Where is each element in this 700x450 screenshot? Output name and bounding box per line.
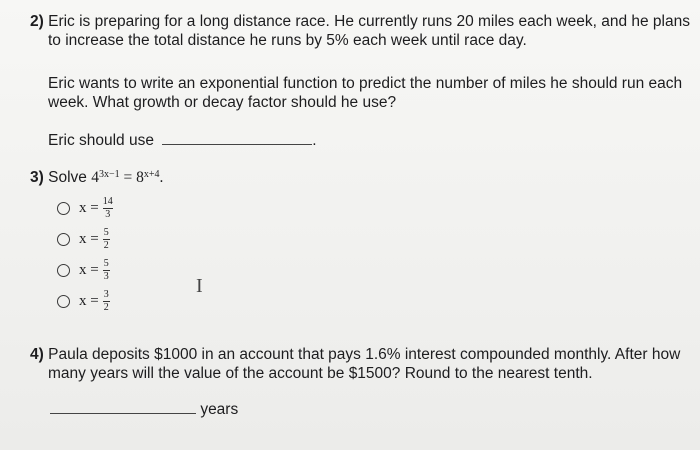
question-3-solve-label: Solve <box>48 169 87 186</box>
answer-option-2[interactable] <box>57 228 110 250</box>
question-2-answer-blank[interactable] <box>162 144 312 145</box>
question-4-answer-suffix: years <box>200 401 239 418</box>
question-3-number: 3) <box>30 169 44 186</box>
fraction-numerator: 5 <box>103 257 109 269</box>
fraction-numerator: 5 <box>103 226 109 238</box>
answer-option-1[interactable] <box>57 197 113 219</box>
option-fraction <box>103 228 110 251</box>
option-variable: x = <box>79 230 99 247</box>
question-2-line-1: Eric is preparing for a long distance race. He currently runs 20 miles each week, and he plans <box>48 13 690 30</box>
question-2-number: 2) <box>30 13 44 30</box>
question-2-line-2: to increase the total distance he runs by 5% each week until race day. <box>48 32 527 49</box>
option-fraction <box>103 259 110 282</box>
answer-option-4[interactable] <box>57 290 110 312</box>
fraction-denominator: 3 <box>103 270 109 282</box>
equation-period: . <box>159 169 164 186</box>
equation-exponent-left: 3x−1 <box>98 169 120 180</box>
question-2-answer-period: . <box>312 132 317 149</box>
question-3-equation <box>91 169 163 186</box>
fraction-denominator: 2 <box>103 301 109 313</box>
question-4-text <box>30 345 695 364</box>
fraction-numerator: 14 <box>102 195 113 207</box>
question-2-answer-row <box>48 131 317 150</box>
question-4-answer-row <box>50 400 238 419</box>
question-2-line-3: Eric wants to write an exponential function to predict the number of miles he should run each <box>48 75 683 92</box>
question-4-number: 4) <box>30 346 44 363</box>
radio-button[interactable] <box>57 264 70 277</box>
equation-equals: = <box>123 169 133 186</box>
radio-button[interactable] <box>57 233 70 246</box>
question-2-line-4: week. What growth or decay factor should he use? <box>48 94 397 111</box>
equation-base-right: 8 <box>136 169 144 186</box>
option-fraction <box>103 290 110 313</box>
fraction-numerator: 3 <box>103 288 109 300</box>
option-variable: x = <box>79 261 99 278</box>
question-2-text <box>30 12 695 31</box>
fraction-denominator: 3 <box>105 208 111 220</box>
question-2-answer-prefix: Eric should use <box>48 132 154 149</box>
radio-button[interactable] <box>57 202 70 215</box>
question-4-line-1: Paula deposits $1000 in an account that pays 1.6% interest compounded monthly. After how <box>48 346 681 363</box>
text-cursor-icon: I <box>196 275 203 297</box>
option-variable: x = <box>79 292 99 309</box>
radio-button[interactable] <box>57 295 70 308</box>
equation-exponent-right: x+4 <box>143 169 160 180</box>
answer-option-3[interactable] <box>57 259 110 281</box>
equation-base-left: 4 <box>91 169 99 186</box>
question-4-answer-blank[interactable] <box>50 413 196 414</box>
option-variable: x = <box>79 199 99 216</box>
fraction-denominator: 2 <box>103 239 109 251</box>
question-3-prompt <box>30 168 163 187</box>
question-4-line-2: many years will the value of the account be $1500? Round to the nearest tenth. <box>48 365 593 382</box>
option-fraction <box>103 197 113 220</box>
